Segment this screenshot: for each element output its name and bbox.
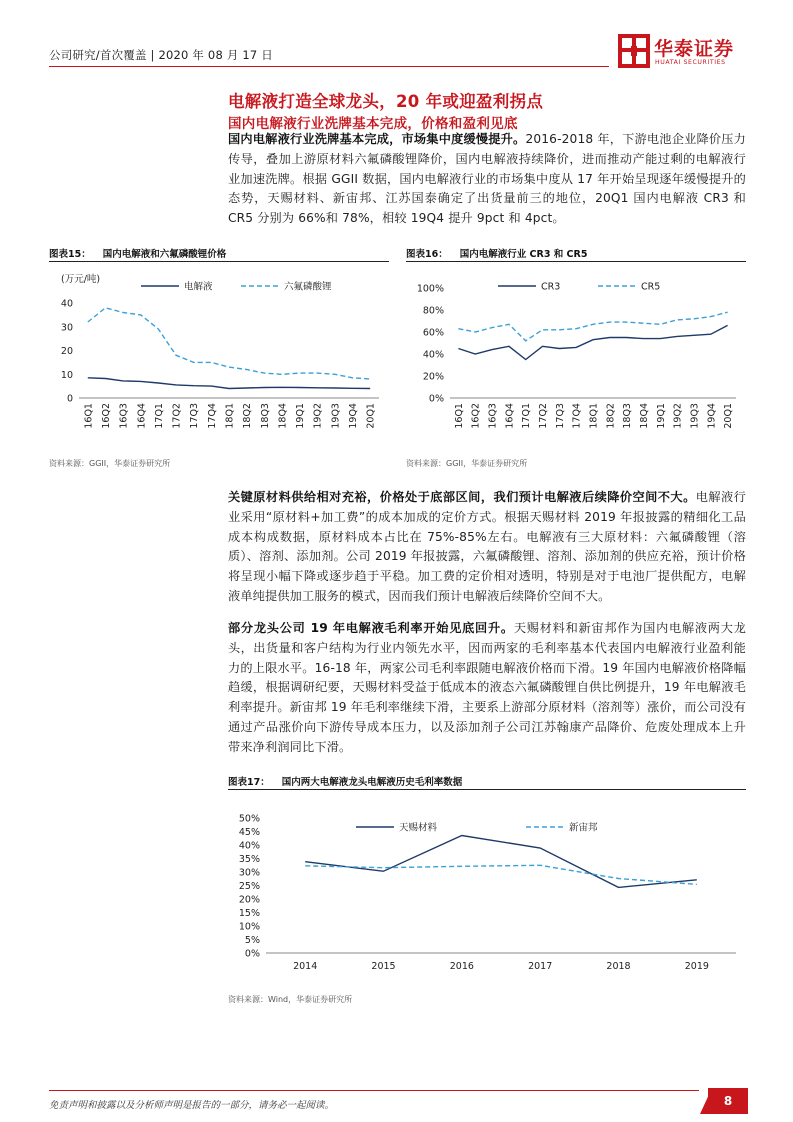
x-tick-label: 19Q1 [655,403,667,429]
legend-label-1: 电解液 [184,281,213,293]
x-tick-label: 17Q3 [554,403,566,429]
figure-17-source: 资料来源：Wind，华泰证券研究所 [228,995,353,1004]
x-tick-label: 18Q4 [638,403,650,429]
figure-16-header [406,244,746,262]
x-tick-label: 16Q1 [453,403,465,429]
x-tick-label: 19Q1 [295,403,307,429]
y-tick-label: 20% [238,894,260,906]
x-tick-label: 17Q2 [171,403,183,429]
x-tick-label: 19Q2 [672,403,684,429]
figure-15-number: 图表15： [49,249,91,260]
y-tick-label: 20% [422,371,444,383]
x-tick-label: 2015 [371,961,396,972]
x-tick-label: 2017 [528,961,553,972]
x-tick-label: 18Q4 [277,403,289,429]
figure-15-chart [49,266,389,454]
figure-17-number: 图表17： [228,777,270,788]
y-tick-label: 30% [238,867,260,879]
y-tick-label: 25% [238,881,260,892]
section-subtitle: 国内电解液行业洗牌基本完成，价格和盈利见底 [228,116,518,132]
x-tick-label: 2019 [684,961,709,972]
figure-17-chart [228,800,746,980]
legend-label-2: CR5 [641,281,661,293]
y-tick-label: 50% [238,813,260,825]
figure-16-chart [406,266,746,454]
legend-label-1: 天赐材料 [399,822,438,834]
figure-15-title: 国内电解液和六氟磷酸锂价格 [102,249,227,260]
page-number: 8 [708,1088,748,1114]
figure-16-source: 资料来源：GGII，华泰证券研究所 [406,459,528,468]
x-tick-label: 17Q1 [153,403,165,429]
x-tick-label: 17Q4 [206,403,218,429]
figure-16-number: 图表16： [406,249,448,260]
x-tick-label: 20Q1 [365,403,377,429]
paragraph-1-lead: 国内电解液行业洗牌基本完成，市场集中度缓慢提升。 [228,132,526,146]
legend-label-2: 六氟磷酸锂 [284,281,332,293]
series-line-2 [458,312,727,341]
y-tick-label: 10% [238,921,260,933]
y-tick-label: 60% [422,327,444,339]
y-tick-label: 5% [244,935,260,946]
x-tick-label: 17Q1 [521,403,533,429]
x-tick-label: 17Q4 [571,403,583,429]
y-tick-label: 100% [416,283,444,295]
legend-label-1: CR3 [541,281,561,293]
figure-17-title: 国内两大电解液龙头电解液历史毛利率数据 [281,777,463,788]
figure-15-header [49,244,389,262]
figure-16-title: 国内电解液行业 CR3 和 CR5 [459,249,588,260]
x-tick-label: 16Q3 [118,403,130,429]
y-tick-label: 0% [428,393,444,405]
x-tick-label: 16Q4 [504,403,516,429]
y-tick-label: 15% [238,908,260,919]
x-tick-label: 2014 [293,961,318,972]
series-line-1 [305,836,697,888]
figure-17-header [228,772,746,790]
x-tick-label: 20Q1 [723,403,735,429]
x-tick-label: 2018 [606,961,631,972]
x-tick-label: 18Q3 [622,403,634,429]
paragraph-3-body: 天赐材料和新宙邦作为国内电解液两大龙头，出货量和客户结构为行业内领先水平，因而两家的毛利率基本代表国内电解液行业盈利能力的上限水平。16-18 年，两家公司毛利率跟随电解液价格而下滑。19 年国内电解液价格降幅趋缓，根据调研纪要，天赐材料受益于低成本的液态六氟磷酸锂自供比例提升，19 年电解液毛利率提升。新宙邦 19 年毛利率继续下滑，主要系上游部分原材料（溶剂等）涨价，而公司没有通过产品涨价向下游传导成本压力，以及添加剂子公司江苏翰康产品降价、危废处理成本上升带来净利润同比下滑。 [228,621,746,754]
x-tick-label: 19Q4 [706,403,718,429]
y-tick-label: 40% [238,840,260,852]
header-divider [49,66,609,67]
series-line-1 [458,325,727,359]
section-title: 电解液打造全球龙头，20 年或迎盈利拐点 [228,92,544,111]
x-tick-label: 19Q2 [312,403,324,429]
y-tick-label: 0 [66,393,73,405]
y-tick-label: 35% [238,854,260,865]
paragraph-3-lead: 部分龙头公司 19 年电解液毛利率开始见底回升。 [228,621,514,635]
x-tick-label: 19Q4 [348,403,360,429]
x-tick-label: 16Q4 [136,403,148,429]
y-tick-label: 10 [60,369,73,381]
paragraph-2-lead: 关键原材料供给相对充裕，价格处于底部区间，我们预计电解液后续降价空间不大。 [228,490,696,504]
x-tick-label: 19Q3 [330,403,342,429]
x-tick-label: 18Q2 [605,403,617,429]
x-tick-label: 18Q1 [224,403,236,429]
y-tick-label: 45% [238,827,260,838]
paragraph-2-body: 电解液行业采用“原材料+加工费”的成本加成的定价方式。根据天赐材料 2019 年报披露的精细化工品成本构成数据，原材料成本占比在 75%-85%左右。电解液有三大原材料：六氟磷酸锂（溶质）、溶剂、添加剂。公司 2019 年报披露，六氟磷酸锂、溶剂、添加剂的供应充裕，预计价格将呈现小幅下降或逐步趋于平稳。加工费的定价相对透明，特别是对于电池厂提供配方，电解液单纯提供加工服务的模式，因而我们预计电解液后续降价空间不大。 [228,490,746,603]
legend-label-2: 新宙邦 [569,822,598,834]
figure-15-source: 资料来源：GGII，华泰证券研究所 [49,459,171,468]
huatai-logo [618,34,748,70]
x-tick-label: 17Q2 [538,403,550,429]
y-tick-label: 40% [422,349,444,361]
y-axis-label: (万元/吨) [61,274,101,285]
y-tick-label: 30 [60,322,73,334]
y-tick-label: 0% [244,948,260,960]
x-tick-label: 16Q2 [470,403,482,429]
footer-disclaimer: 免责声明和披露以及分析师声明是报告的一部分，请务必一起阅读。 [49,1100,335,1111]
x-tick-label: 18Q1 [588,403,600,429]
x-tick-label: 18Q2 [242,403,254,429]
x-tick-label: 16Q3 [487,403,499,429]
y-tick-label: 20 [60,346,73,357]
huatai-emblem-icon [618,34,650,68]
report-header: 公司研究/首次覆盖 | 2020 年 08 月 17 日 [49,48,273,62]
x-tick-label: 16Q1 [83,403,95,429]
footer-divider [49,1090,699,1091]
y-tick-label: 80% [422,305,444,317]
paragraph-1 [228,130,746,229]
x-tick-label: 2016 [449,961,474,972]
logo-chinese-name: 华泰证券 [654,38,735,60]
x-tick-label: 16Q2 [100,403,112,429]
paragraph-3 [228,619,746,758]
series-line-2 [88,308,370,379]
series-line-1 [88,378,370,389]
x-tick-label: 19Q3 [689,403,701,429]
y-tick-label: 40 [60,298,73,310]
logo-english-name: HUATAI SECURITIES [655,59,726,66]
paragraph-1-body: 2016-2018 年，下游电池企业降价压力传导，叠加上游原材料六氟磷酸锂降价，国内电解液持续降价，进而推动产能过剩的电解液行业加速洗牌。根据 GGII 数据，国内电解液行业的市场集中度从 17 年开始呈现逐年缓慢提升的态势，天赐材料、新宙邦、江苏国泰确定了出货量前三的地位，20Q1 国内电解液 CR3 和 CR5 分别为 66%和 78%，相较 19Q4 提升 9pct 和 4pct。 [228,132,747,226]
paragraph-2 [228,488,746,607]
x-tick-label: 18Q3 [259,403,271,429]
x-tick-label: 17Q3 [189,403,201,429]
